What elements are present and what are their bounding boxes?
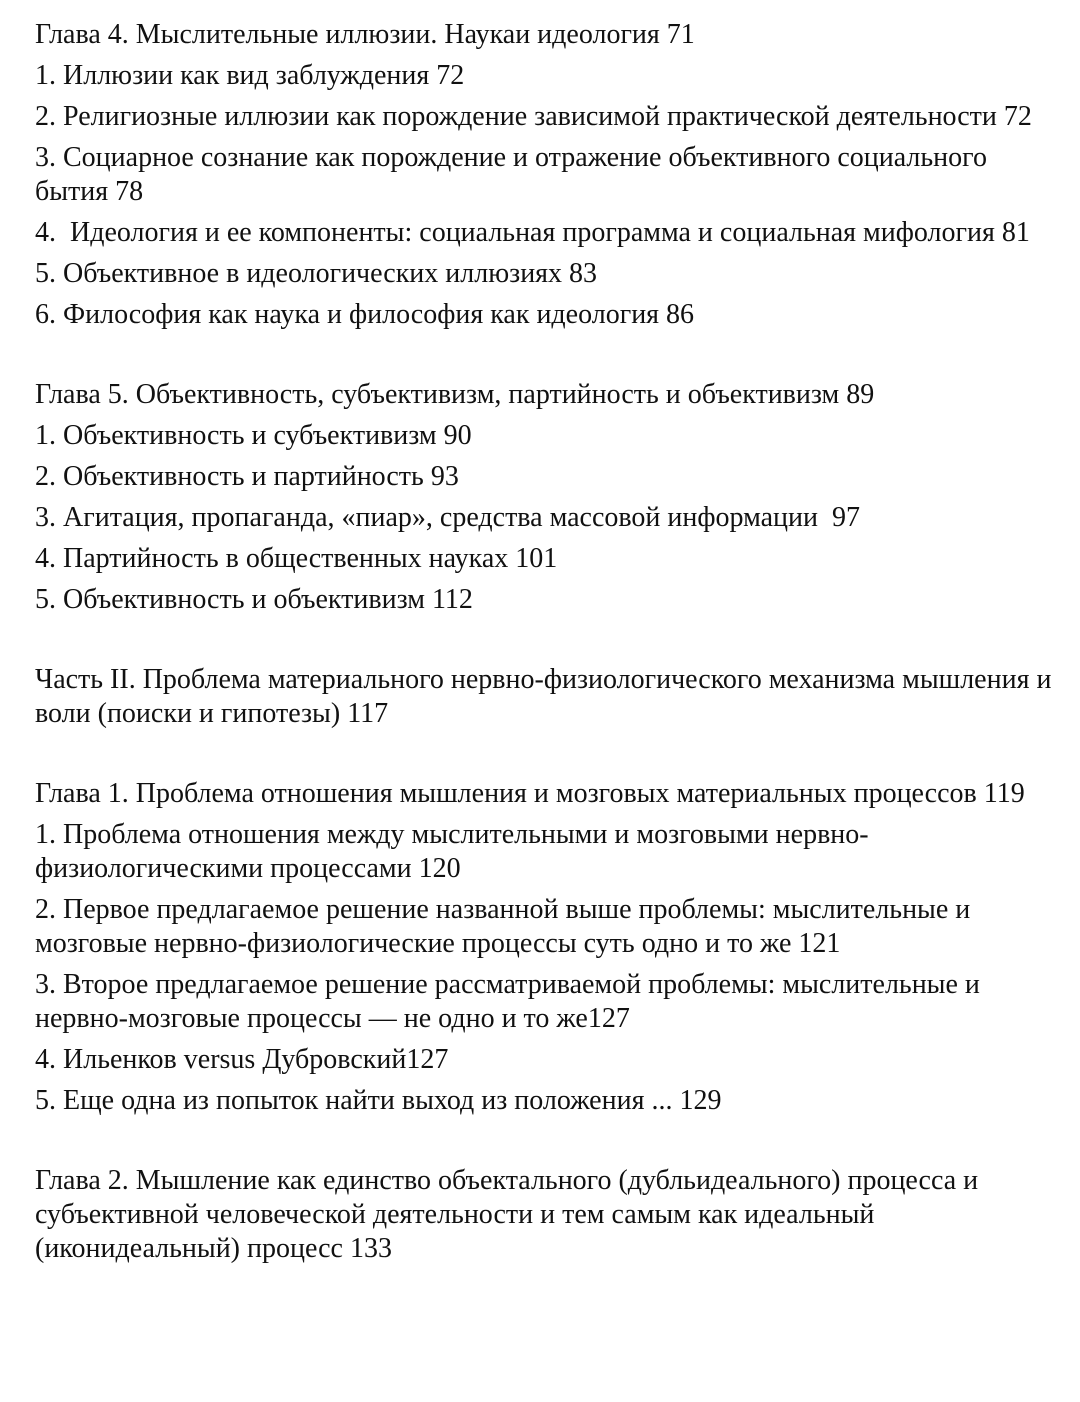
toc-entry: 5. Еще одна из попыток найти выход из положения ... 129 (35, 1085, 722, 1116)
chapter-heading: Глава 1. Проблема отношения мышления и мозговых материальных процессов 119 (35, 778, 1025, 809)
toc-sections (35, 18, 1060, 1266)
toc-entry: 1. Объективность и субъективизм 90 (35, 420, 472, 451)
toc-entry: 5. Объективное в идеологических иллюзиях 83 (35, 258, 598, 289)
toc-section-chapter-5 (35, 378, 1060, 617)
chapter-heading: Глава 5. Объективность, субъективизм, партийность и объективизм 89 (35, 379, 875, 410)
toc-entry: 3. Агитация, пропаганда, «пиар», средства массовой информации 97 (35, 502, 861, 533)
toc-section-chapter-1 (35, 777, 1060, 1118)
table-of-contents (35, 18, 1060, 1273)
toc-section-chapter-4 (35, 18, 1060, 332)
toc-entry: 4. Партийность в общественных науках 101 (35, 543, 558, 574)
toc-entry: 3. Социарное сознание как порождение и отражение объективного социального бытия 78 (35, 142, 994, 207)
chapter-heading: Глава 4. Мыслительные иллюзии. Наукаи идеология 71 (35, 19, 695, 50)
toc-entry: 5. Объективность и объективизм 112 (35, 584, 473, 615)
toc-entry: 4. Ильенков versus Дубровский127 (35, 1044, 449, 1075)
part-heading: Часть II. Проблема материального нервно-физиологического механизма мышления и воли (поиски и гипотезы) 117 (35, 664, 1059, 729)
toc-section-chapter-2 (35, 1164, 1060, 1266)
toc-entry: 3. Второе предлагаемое решение рассматриваемой проблемы: мыслительные и нервно-мозговые процессы — не одно и то же127 (35, 969, 987, 1034)
toc-section-part-2 (35, 663, 1060, 731)
toc-entry: 2. Религиозные иллюзии как порождение зависимой практической деятельности 72 (35, 101, 1032, 132)
toc-entry: 1. Иллюзии как вид заблуждения 72 (35, 60, 465, 91)
chapter-heading: Глава 2. Мышление как единство объектального (дубльидеального) процесса и субъективной человеческой деятельности и тем самым как идеальный (иконидеальный) процесс 133 (35, 1165, 986, 1264)
toc-entry: 6. Философия как наука и философия как идеология 86 (35, 299, 695, 330)
toc-entry: 4. Идеология и ее компоненты: социальная программа и социальная мифология 81 (35, 217, 1030, 248)
toc-entry: 2. Объективность и партийность 93 (35, 461, 459, 492)
toc-entry: 2. Первое предлагаемое решение названной выше проблемы: мыслительные и мозговые нервно-физиологические процессы суть одно и то же 121 (35, 894, 978, 959)
toc-entry: 1. Проблема отношения между мыслительными и мозговыми нервно-физиологическими процессами 120 (35, 819, 869, 884)
